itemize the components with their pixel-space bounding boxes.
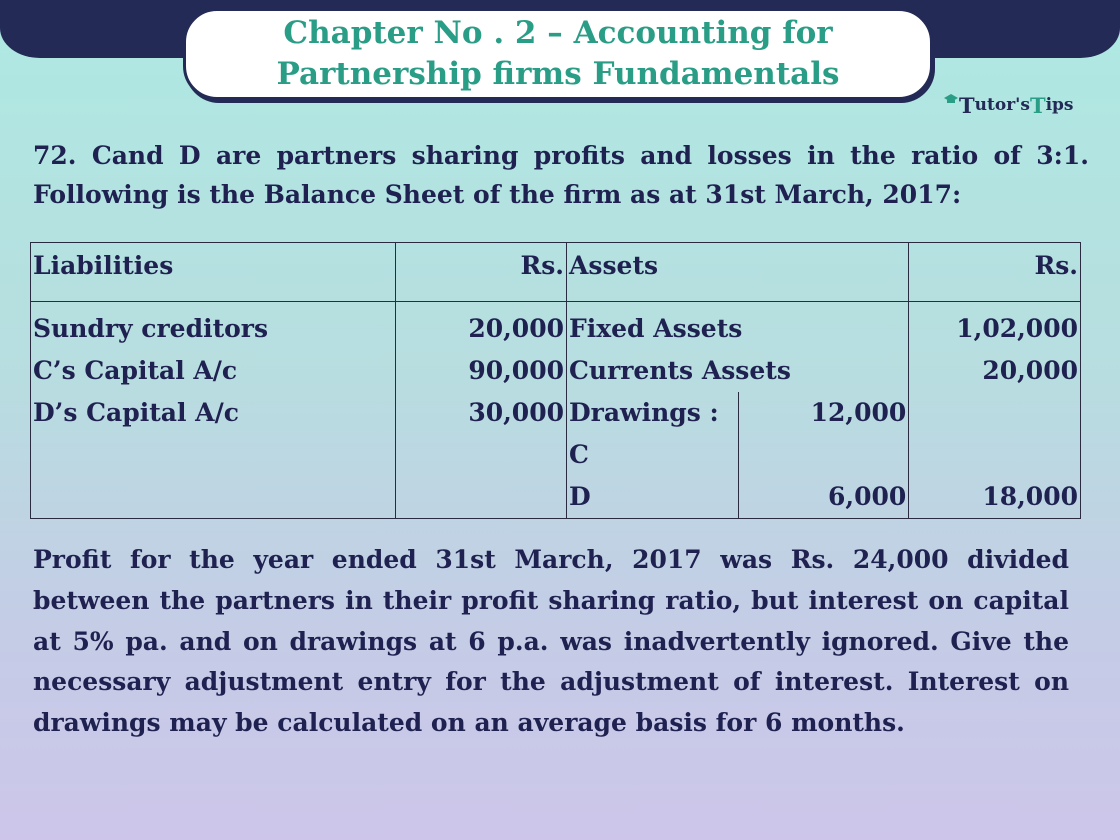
drawings-total: 18,000 [982,482,1078,511]
logo-letter-t1: T [959,92,975,118]
logo-word-ips: ips [1045,95,1074,115]
liability-name: Sundry creditors [31,302,396,351]
drawings-label: Drawings : [569,398,719,427]
chapter-title-line2: Partnership firms Fundamentals [276,56,840,92]
header-rs-liabilities: Rs. [396,243,567,302]
drawings-d-amount: 6,000 [827,482,907,511]
table-header-row [31,243,1081,302]
logo-word-utors: utor's [974,95,1030,115]
header-liabilities: Liabilities [31,243,396,302]
asset-amount: 1,02,000 [909,302,1081,351]
asset-amount: 20,000 [909,350,1081,392]
liability-name: C’s Capital A/c [31,350,396,392]
header-rs-assets: Rs. [909,243,1081,302]
question-text: 72. Cand D are partners sharing profits and losses in the ratio of 3:1. Following is the Balance Sheet of the firm as at 31st March, 2017: [33,141,1089,209]
liability-name: D’s Capital A/c [31,392,396,519]
table-row [31,350,1081,392]
tutors-tips-logo [944,88,1074,122]
logo-letter-t2: T [1029,92,1046,118]
drawings-total-cell [909,392,1081,519]
drawings-c-amount: 12,000 [810,398,907,427]
drawings-cell [567,392,739,519]
asset-name: Currents Assets [567,350,909,392]
asset-name: Fixed Assets [567,302,909,351]
problem-paragraph: Profit for the year ended 31st March, 2017 was Rs. 24,000 divided between the partners in their profit sharing ratio, but interest on capital at 5% pa. and on drawings at 6 p.a. was inadvertently ignored. Give the necessary adjustment entry for the adjustment of interest. Interest on drawings may be calculated on an average basis for 6 months. [33,545,1069,738]
graduation-cap-icon [944,93,958,107]
drawings-amounts-cell [738,392,909,519]
header-assets: Assets [567,243,909,302]
liability-amount: 90,000 [396,350,567,392]
drawings-c-label: C [569,440,589,469]
drawings-d-label: D [569,482,591,511]
chapter-title-line1: Chapter No . 2 – Accounting for [283,15,833,51]
liability-amount: 30,000 [396,392,567,519]
chapter-title-box [183,8,933,100]
balance-sheet-table [30,242,1081,519]
table-row [31,302,1081,351]
table-row [31,392,1081,519]
liability-amount: 20,000 [396,302,567,351]
